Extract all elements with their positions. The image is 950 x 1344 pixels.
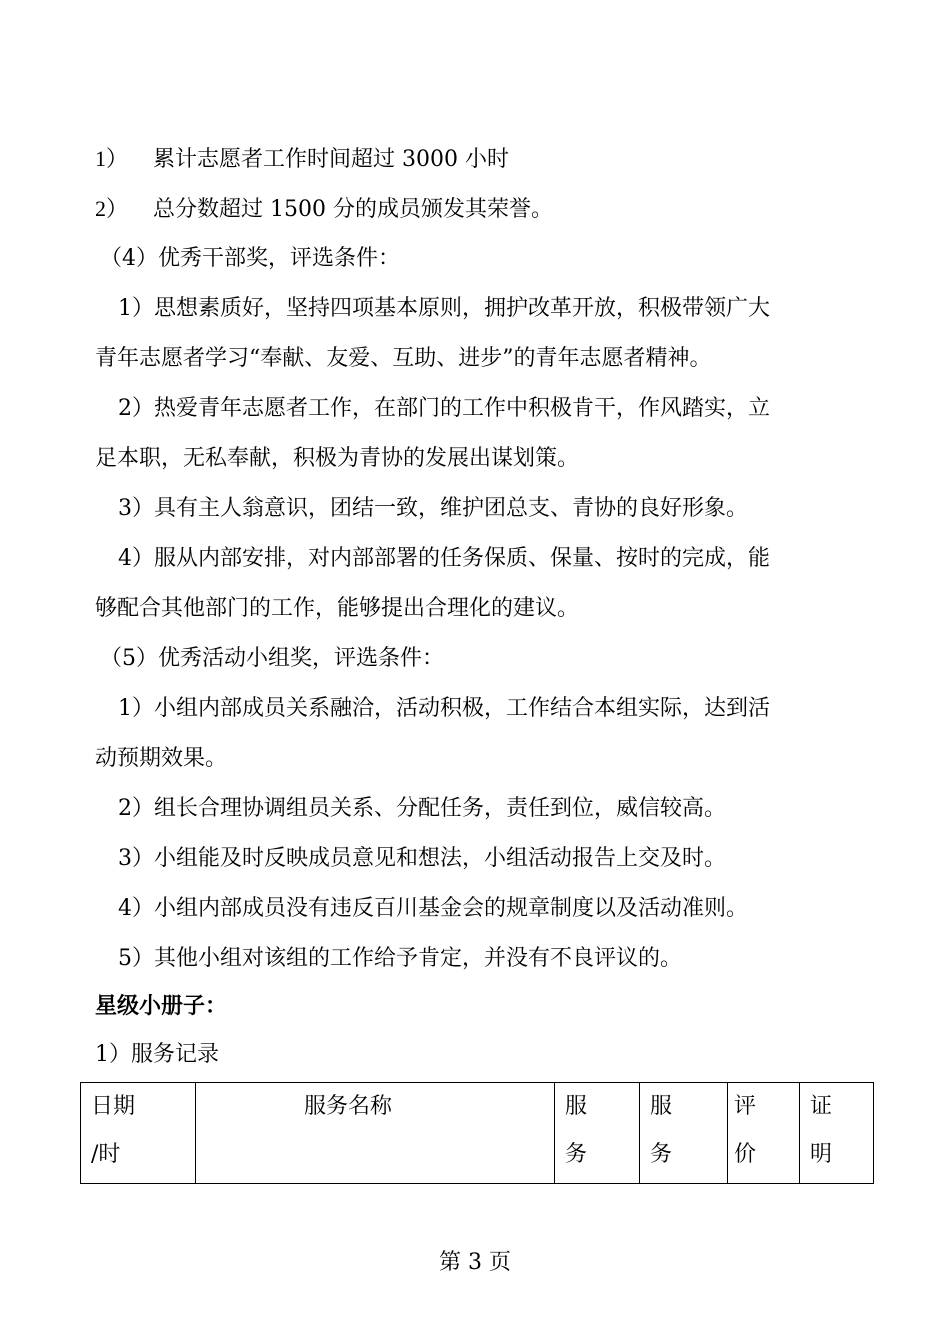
line-7: 足本职，无私奉献，积极为青协的发展出谋划策。 bbox=[95, 446, 580, 471]
line-10: 够配合其他部门的工作，能够提出合理化的建议。 bbox=[95, 596, 580, 621]
line-13: 动预期效果。 bbox=[95, 746, 228, 771]
line-1-text: 累计志愿者工作时间超过 3000 小时 bbox=[153, 147, 509, 172]
line-2-text: 总分数超过 1500 分的成员颁发其荣誉。 bbox=[153, 197, 553, 222]
header-service-2: 服 务 bbox=[640, 1083, 728, 1184]
header-date: 日期 /时 bbox=[81, 1083, 196, 1184]
line-5: 青年志愿者学习“奉献、友爱、互助、进步”的青年志愿者精神。 bbox=[95, 346, 712, 371]
line-1 bbox=[95, 144, 509, 175]
line-2-marker: 2） bbox=[95, 196, 129, 221]
header-service-1: 服 务 bbox=[555, 1083, 640, 1184]
header-evaluation: 评 价 bbox=[728, 1083, 800, 1184]
award-heading-5: （5）优秀活动小组奖，评选条件： bbox=[100, 646, 444, 671]
line-2 bbox=[95, 194, 553, 225]
line-17: 5）其他小组对该组的工作给予肯定，并没有不良评议的。 bbox=[118, 946, 682, 971]
line-12: 1）小组内部成员关系融洽，活动积极，工作结合本组实际，达到活 bbox=[118, 696, 770, 721]
award-heading-4: （4）优秀干部奖，评选条件： bbox=[100, 246, 400, 271]
line-14: 2）组长合理协调组员关系、分配任务，责任到位，威信较高。 bbox=[118, 796, 726, 821]
line-15: 3）小组能及时反映成员意见和想法，小组活动报告上交及时。 bbox=[118, 846, 726, 871]
line-16: 4）小组内部成员没有违反百川基金会的规章制度以及活动准则。 bbox=[118, 896, 748, 921]
line-6: 2）热爱青年志愿者工作，在部门的工作中积极肯干，作风踏实，立 bbox=[118, 396, 770, 421]
line-1-marker: 1） bbox=[95, 146, 129, 171]
subsection-title: 1）服务记录 bbox=[95, 1042, 219, 1067]
table-header-row bbox=[81, 1083, 874, 1184]
service-record-table bbox=[80, 1082, 874, 1184]
page-footer: 第 3 页 bbox=[439, 1250, 511, 1275]
section-title: 星级小册子： bbox=[95, 994, 228, 1019]
header-proof: 证 明 bbox=[800, 1083, 874, 1184]
line-4: 1）思想素质好，坚持四项基本原则，拥护改革开放，积极带领广大 bbox=[118, 296, 770, 321]
line-8: 3）具有主人翁意识，团结一致，维护团总支、青协的良好形象。 bbox=[118, 496, 748, 521]
line-9: 4）服从内部安排，对内部部署的任务保质、保量、按时的完成，能 bbox=[118, 546, 770, 571]
header-service-name: 服务名称 bbox=[196, 1083, 555, 1184]
